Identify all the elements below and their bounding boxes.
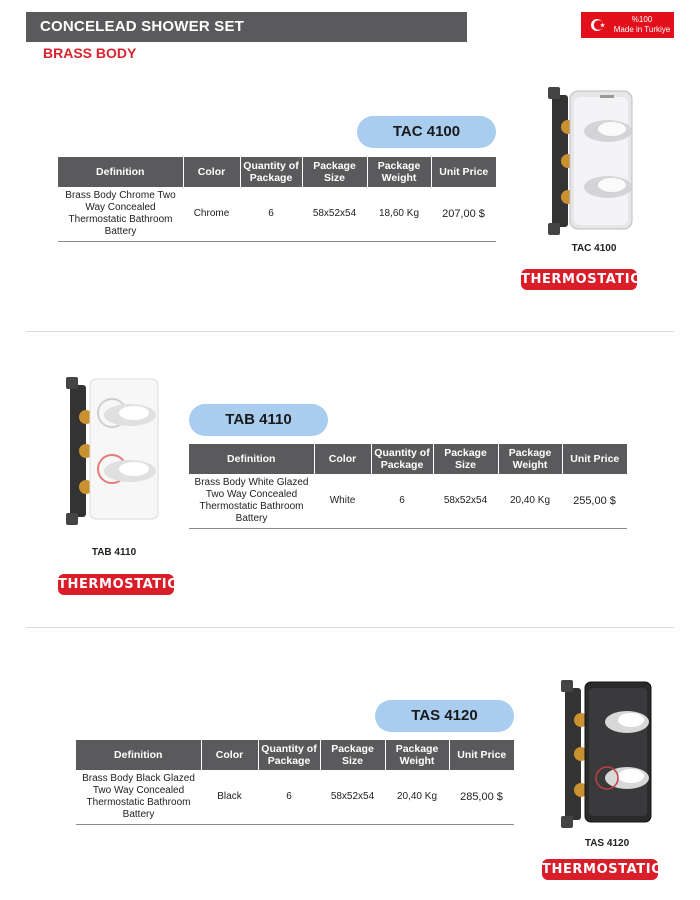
page-subtitle: BRASS BODY	[43, 45, 137, 61]
color-cell: White	[314, 474, 371, 529]
product-image-white	[62, 375, 166, 527]
column-header: Unit Price	[431, 157, 496, 187]
column-header: Color	[314, 444, 371, 474]
thermostatic-badge: THERMOSTATIC	[542, 859, 658, 880]
definition-cell: Brass Body Chrome Two Way Concealed Thermostatic Bathroom Battery	[58, 187, 183, 242]
column-header: Definition	[189, 444, 314, 474]
column-header: Quantity of Package	[240, 157, 302, 187]
weight-cell: 20,40 Kg	[498, 474, 562, 529]
product-code-pill: TAB 4110	[189, 404, 328, 436]
product-image-label: TAS 4120	[584, 838, 630, 849]
weight-cell: 20,40 Kg	[385, 770, 449, 825]
column-header: Package Weight	[385, 740, 449, 770]
page-title: CONCELEAD SHOWER SET	[40, 18, 245, 35]
product-image-label: TAB 4110	[91, 547, 137, 558]
crescent-star-icon	[590, 17, 606, 33]
size-cell: 58x52x54	[433, 474, 498, 529]
definition-cell: Brass Body White Glazed Two Way Concealed Thermostatic Bathroom Battery	[189, 474, 314, 529]
column-header: Package Weight	[498, 444, 562, 474]
price-cell: 285,00 $	[449, 770, 514, 825]
product-code-pill: TAC 4100	[357, 116, 496, 148]
size-cell: 58x52x54	[302, 187, 367, 242]
badge-text	[613, 15, 671, 35]
price-cell: 207,00 $	[431, 187, 496, 242]
color-cell: Black	[201, 770, 258, 825]
quantity-cell: 6	[240, 187, 302, 242]
badge-line-2: Made in Turkiye	[613, 25, 671, 34]
column-header: Quantity of Package	[371, 444, 433, 474]
price-cell: 255,00 $	[562, 474, 627, 529]
quantity-cell: 6	[258, 770, 320, 825]
column-header: Package Size	[433, 444, 498, 474]
color-cell: Chrome	[183, 187, 240, 242]
column-header: Unit Price	[449, 740, 514, 770]
quantity-cell: 6	[371, 474, 433, 529]
thermostatic-badge: THERMOSTATIC	[521, 269, 637, 290]
table-header-row	[76, 740, 514, 770]
column-header: Definition	[58, 157, 183, 187]
table-header-row	[189, 444, 627, 474]
column-header: Package Weight	[367, 157, 431, 187]
product-table	[58, 157, 496, 242]
column-header: Quantity of Package	[258, 740, 320, 770]
column-header: Color	[183, 157, 240, 187]
made-in-turkiye-badge	[581, 12, 674, 38]
product-image-label: TAC 4100	[571, 243, 617, 254]
thermostatic-badge: THERMOSTATIC	[58, 574, 174, 595]
product-image-black	[555, 678, 659, 830]
product-image-chrome	[540, 87, 640, 237]
column-header: Color	[201, 740, 258, 770]
section-divider	[26, 627, 674, 628]
table-row	[76, 770, 514, 825]
column-header: Definition	[76, 740, 201, 770]
table-row	[58, 187, 496, 242]
product-code-pill: TAS 4120	[375, 700, 514, 732]
product-table	[76, 740, 514, 825]
size-cell: 58x52x54	[320, 770, 385, 825]
weight-cell: 18,60 Kg	[367, 187, 431, 242]
header-bar	[26, 12, 467, 42]
column-header: Package Size	[320, 740, 385, 770]
section-divider	[26, 331, 674, 332]
column-header: Unit Price	[562, 444, 627, 474]
column-header: Package Size	[302, 157, 367, 187]
definition-cell: Brass Body Black Glazed Two Way Concealed Thermostatic Bathroom Battery	[76, 770, 201, 825]
product-table	[189, 444, 627, 529]
table-row	[189, 474, 627, 529]
badge-line-1: %100	[631, 15, 653, 24]
table-header-row	[58, 157, 496, 187]
